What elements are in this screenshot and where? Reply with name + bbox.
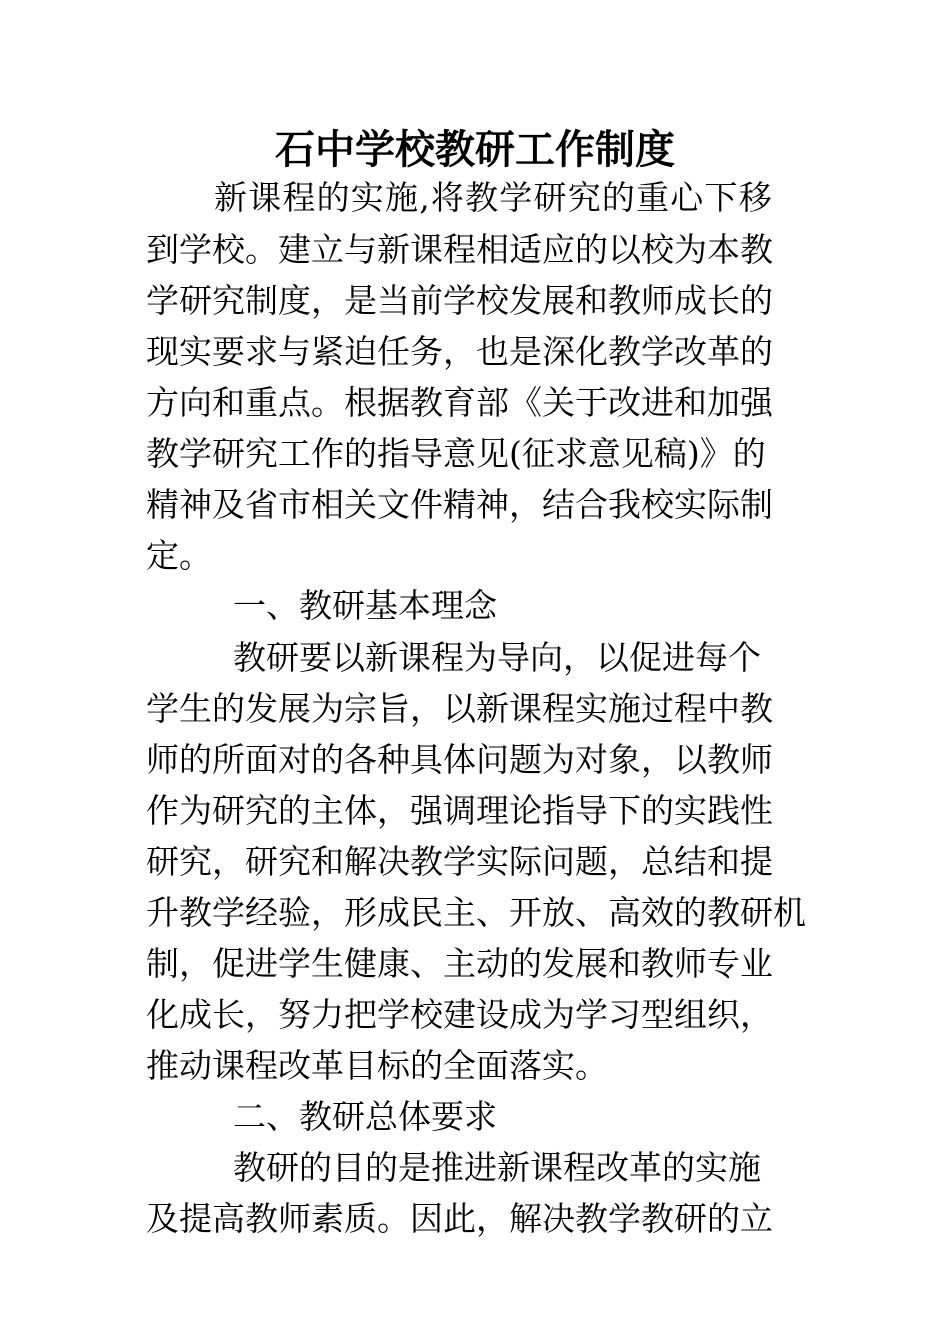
paragraph-line: 学生的发展为宗旨，以新课程实施过程中教 [146, 689, 773, 728]
paragraph-line: 制，促进学生健康、主动的发展和教师专业 [146, 944, 773, 983]
paragraph-line: 定。 [146, 536, 212, 575]
paragraph-line: 研究，研究和解决教学实际问题，总结和提 [146, 842, 773, 881]
paragraph-line: 师的所面对的各种具体问题为对象，以教师 [146, 740, 773, 779]
paragraph-line: 精神及省市相关文件精神，结合我校实际制 [146, 485, 773, 524]
paragraph-line: 学研究制度，是当前学校发展和教师成长的 [146, 281, 773, 320]
paragraph-line: 教学研究工作的指导意见(征求意见稿)》的 [146, 434, 766, 473]
paragraph-line: 及提高教师素质。因此，解决教学教研的立 [146, 1199, 773, 1238]
section-heading: 二、教研总体要求 [233, 1097, 497, 1136]
paragraph-line: 到学校。建立与新课程相适应的以校为本教 [146, 230, 773, 269]
section-heading: 一、教研基本理念 [233, 586, 497, 625]
paragraph-line: 新课程的实施,将教学研究的重心下移 [214, 178, 773, 217]
document-title: 石中学校教研工作制度 [275, 126, 675, 173]
paragraph-line: 现实要求与紧迫任务，也是深化教学改革的 [146, 332, 773, 371]
paragraph-line: 化成长，努力把学校建设成为学习型组织， [146, 995, 773, 1034]
paragraph-line: 方向和重点。根据教育部《关于改进和加强 [146, 383, 773, 422]
paragraph-line: 推动课程改革目标的全面落实。 [146, 1046, 608, 1085]
paragraph-line: 教研的目的是推进新课程改革的实施 [233, 1148, 761, 1187]
paragraph-line: 教研要以新课程为导向，以促进每个 [233, 638, 761, 677]
paragraph-line: 升教学经验，形成民主、开放、高效的教研机 [146, 893, 806, 932]
paragraph-line: 作为研究的主体，强调理论指导下的实践性 [146, 791, 773, 830]
